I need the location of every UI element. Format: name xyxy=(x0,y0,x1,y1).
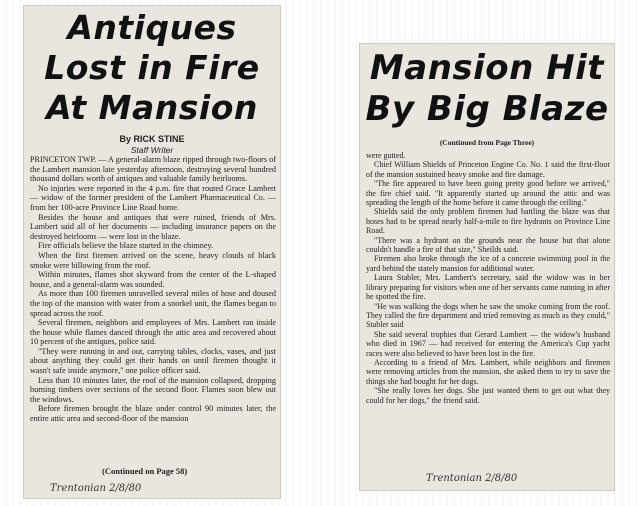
paragraph: Several firemen, neighbors and employees of Mrs. Lambert ran inside the house while flames danced through the attic area and recovered about 10 percent of the antiques, police said. xyxy=(30,318,276,347)
paragraph: Fire officials believe the blaze started in the chimney. xyxy=(38,241,214,251)
article-body-right xyxy=(360,151,614,405)
byline-role: Staff Writer xyxy=(130,145,174,155)
paragraph: Besides the house and antiques that were ruined, friends of Mrs. Lambert said all of her documents — including insurance papers on the destroyed heirlooms — were lost in the blaze. xyxy=(30,212,276,241)
headline-right xyxy=(360,44,614,130)
paragraph: When the first firemen arrived on the scene, heavy clouds of black smoke were billowing from the roof. xyxy=(30,250,276,270)
clipping-right xyxy=(360,44,614,490)
headline-line: By Big Blaze xyxy=(365,89,609,129)
paragraph: Firemen also broke through the ice of a concrete swimming pool in the yard behind the stately mansion for additional water. xyxy=(366,254,610,273)
paragraph: Before firemen brought the blaze under control 90 minutes later, the entire attic area and second-floor of the mansion xyxy=(30,404,276,424)
paragraph: PRINCETON TWP. — A general-alarm blaze ripped through two-floors of the Lambert mansion late yesterday afternoon, destroying several hundred thousand dollars worth of antiques and valuable family heirlooms. xyxy=(30,155,276,184)
paragraph: Chief William Shields of Princeton Engine Co. No. 1 said the first-floor of the mansion sustained heavy smoke and fire damage. xyxy=(366,160,610,179)
article-body-left xyxy=(24,155,280,424)
handwritten-signature: Trentonian 2/8/80 xyxy=(50,483,142,494)
paragraph: Within minutes, flames shot skyward from the center of the L-shaped house, and a general-alarm was sounded. xyxy=(30,270,276,289)
paragraph: No injuries were reported in the 4 p.m. fire that routed Grace Lambert — widow of the former president of the Lambert Pharmaceutical Co. — from her 100-acre Province Line Road home. xyxy=(30,183,276,212)
headline-line: At Mansion xyxy=(46,88,258,127)
byline: By RICK STINE xyxy=(119,134,185,144)
paragraph: Shields said the only problem firemen had battling the blaze was that hoses had to be spread nearly half-a-mile to fire hydrants on Province Line Road. xyxy=(366,207,610,236)
paragraph: "They were running in and out, carrying tables, clocks, vases, and just about anything they could get their hands on until firemen thought it wasn't safe inside anymore," one police officer said. xyxy=(30,346,276,376)
paragraph: "He was walking the dogs when he saw the smoke coming from the roof. They called the fire department and tried removing as much as they could," Stabler said xyxy=(366,301,610,330)
paragraph: "The fire appeared to have been going pretty good before we arrived," the fire chief said. "It apparently started up around the attic and was spreading the length of the home before it came through the ceiling." xyxy=(366,179,610,208)
paragraph: "There was a hydrant on the grounds near the house but that alone couldn't handle a fire of that size," Sheilds said. xyxy=(366,235,610,255)
continued-note: (Continued on Page 58) xyxy=(102,466,188,476)
clipping-left xyxy=(24,6,280,498)
paragraph: were gutted. xyxy=(366,151,406,160)
paragraph: As more than 100 firemen unravelled several miles of hose and doused the top of the mansion with water from a snorkel unit, the flames began to spread across the roof. xyxy=(30,289,276,318)
handwritten-signature: Trentonian 2/8/80 xyxy=(426,473,518,484)
continued-from-note: (Continued from Page Three) xyxy=(439,138,535,147)
headline-line: Lost in Fire xyxy=(44,48,260,87)
paragraph: Less than 10 minutes later, the roof of the mansion collapsed, dropping burning timbers over sections of the second floor. Flames soon blew out the windows. xyxy=(30,375,276,404)
paragraph: Laura Stabler, Mrs. Lambert's secretary, said the widow was in her library preparing for visitors when one of her servants came running in after he spotted the fire. xyxy=(366,273,610,302)
headline-line: Antiques xyxy=(67,8,237,47)
headline-left xyxy=(24,6,280,128)
paragraph: She said several trophies that Gerard Lambert — the widow's husband who died in 1967 — had received for entering the America's Cup yacht races were also believed to have been lost in the fire. xyxy=(366,329,610,358)
headline-line: Mansion Hit xyxy=(369,48,605,88)
paragraph: According to a friend of Mrs. Lambert, while neighbors and firemen were removing articles from the mansion, she asked them to try to save the things she had bought for her dogs. xyxy=(366,357,610,386)
paragraph: "She really loves her dogs. She just wanted them to get out what they could for her dogs," the friend said. xyxy=(366,386,610,405)
